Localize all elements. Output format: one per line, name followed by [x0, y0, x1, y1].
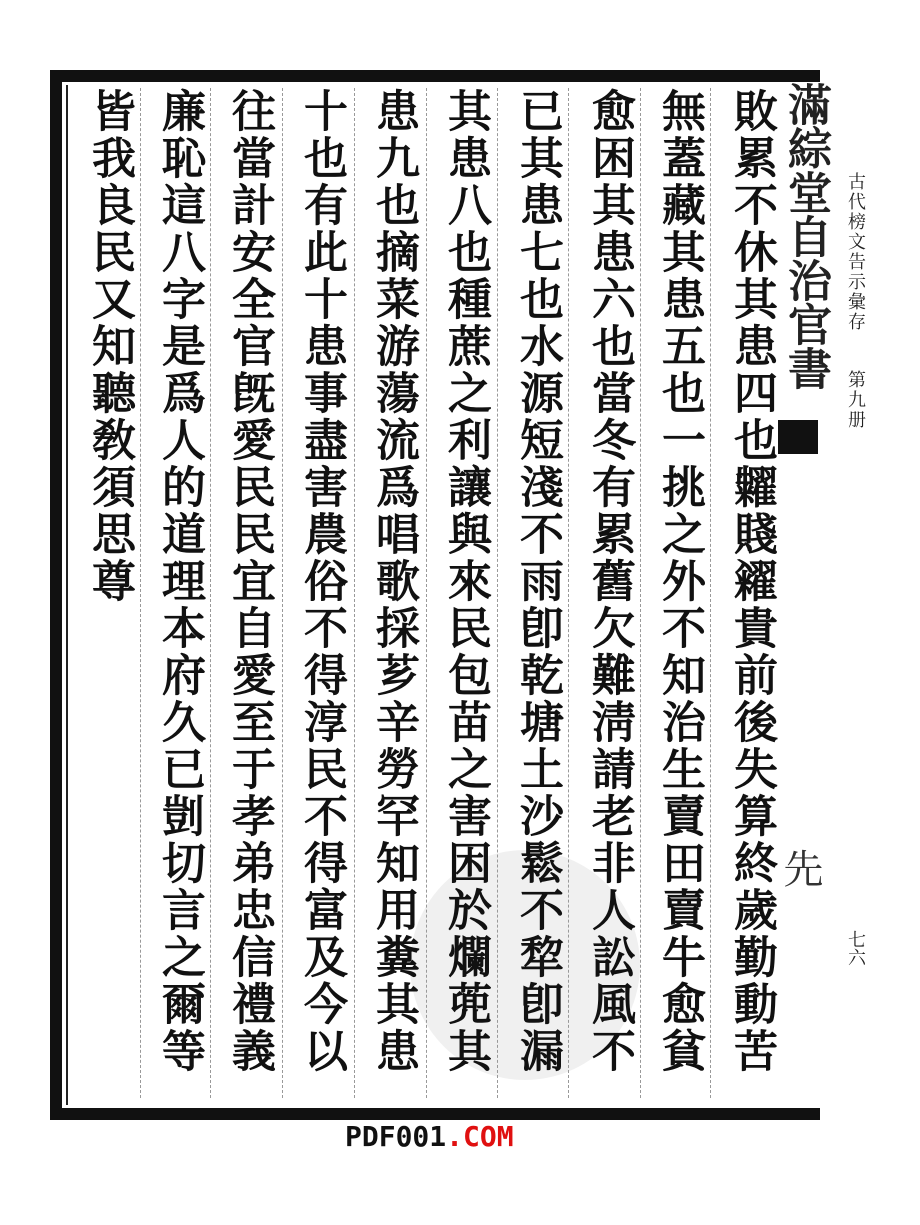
text-column-1: 敗累不休其患四也糶賤糴貴前後失算終歲勤動苦 — [726, 88, 777, 1075]
text-column-3: 愈困其患六也當冬有累舊欠難淸請老非人訟風不 — [584, 88, 635, 1075]
text-column-10: 皆我良民又知聽敎須思尊 — [84, 88, 135, 605]
column-divider — [426, 88, 428, 1098]
column-divider — [497, 88, 499, 1098]
column-divider — [140, 88, 142, 1098]
inner-border-rule — [66, 85, 68, 1105]
column-divider — [210, 88, 212, 1098]
column-divider — [568, 88, 570, 1098]
watermark-name: PDF001 — [345, 1120, 447, 1153]
header-block-mark — [778, 420, 818, 454]
text-column-5: 其患八也種蔗之利讓與來民包苗之害困於爛蔸其 — [440, 88, 491, 1075]
text-column-6: 患九也摘菜游蕩流爲唱歌採芗辛勞罕知用糞其患 — [368, 88, 419, 1075]
book-title: 古代榜文告示彙存 — [845, 172, 866, 332]
text-column-7: 十也有此十患事盡害農俗不得淳民不得富及今以 — [296, 88, 347, 1075]
column-divider — [640, 88, 642, 1098]
volume-label: 第九册 — [845, 370, 866, 430]
page-number: 七六 — [845, 930, 866, 966]
watermark-domain: .COM — [446, 1120, 514, 1153]
watermark — [345, 1120, 514, 1153]
column-divider — [354, 88, 356, 1098]
text-column-4: 已其患七也水源短淺不雨卽乾塘土沙鬆不犂卽漏 — [512, 88, 563, 1075]
running-header: 滿綜堂自治官書 — [780, 82, 831, 390]
margin-glyph: 先 — [777, 848, 823, 888]
column-divider — [282, 88, 284, 1098]
text-column-8: 往當計安全官旣愛民民宜自愛至于孝弟忠信禮義 — [224, 88, 275, 1075]
text-column-2: 無蓋藏其患五也一挑之外不知治生賣田賣牛愈貧 — [654, 88, 705, 1075]
column-divider — [710, 88, 712, 1098]
text-column-9: 廉恥這八字是爲人的道理本府久已剴切言之爾等 — [154, 88, 205, 1075]
